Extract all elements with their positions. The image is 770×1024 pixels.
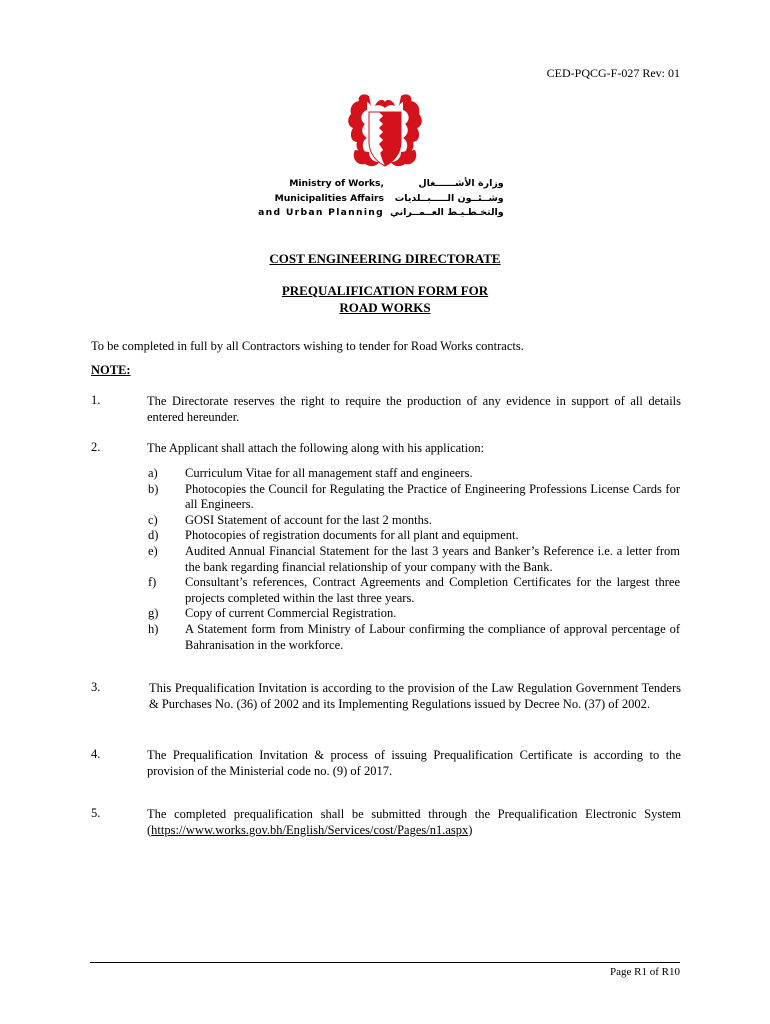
form-title-line-2: ROAD WORKS xyxy=(339,300,431,315)
note-number: 4. xyxy=(91,747,101,761)
attachment-text: Photocopies the Council for Regulating the Practice of Engineering Professions License Cards for all Engineers. xyxy=(185,481,680,512)
attachment-text: Curriculum Vitae for all management staff and engineers. xyxy=(185,466,473,480)
note-text: The Prequalification Invitation & process of issuing Prequalification Certificate is according to the provision of the Ministerial code no. (9) of 2017. xyxy=(147,748,681,778)
note-number: 2. xyxy=(91,440,101,454)
attachment-text: Photocopies of registration documents for all plant and equipment. xyxy=(185,528,519,543)
attachment-letter: a) xyxy=(148,466,158,480)
note-number: 5. xyxy=(91,806,101,820)
attachment-letter: b) xyxy=(148,481,159,496)
note-text: The Directorate reserves the right to require the production of any evidence in support of all details entered hereunder. xyxy=(147,394,681,424)
directorate-heading: COST ENGINEERING DIRECTORATE xyxy=(269,251,501,266)
attachment-letter: h) xyxy=(148,621,159,636)
ministry-ar-line-3: والتخـطـيـط العــمــراني xyxy=(390,207,504,218)
note-item-4 xyxy=(91,747,681,779)
note-text-part: ) xyxy=(468,823,473,837)
ministry-name-block xyxy=(258,177,512,221)
intro-text: To be completed in full by all Contractors wishing to tender for Road Works contracts. xyxy=(91,339,524,353)
attachment-letter: c) xyxy=(148,512,158,527)
note-label: NOTE: xyxy=(91,363,131,377)
ministry-name-arabic xyxy=(390,177,504,221)
note-text-part: The completed prequalification shall be submitted through the Prequalification Electronic System ( xyxy=(147,807,681,837)
prequalification-system-link[interactable]: https://www.works.gov.bh/English/Services/cost/Pages/n1.aspx xyxy=(151,823,469,837)
note-number: 3. xyxy=(91,680,101,694)
note-number: 1. xyxy=(91,393,101,407)
attachment-item-h xyxy=(148,622,680,653)
note-item-2 xyxy=(91,440,681,456)
note-text: This Prequalification Invitation is according to the provision of the Law Regulation Government Tenders & Purchases No. (36) of 2002 and its Implementing Regulations issued by Decree No. (37) of 2002. xyxy=(149,681,681,711)
attachment-text: Copy of current Commercial Registration. xyxy=(185,606,397,621)
attachment-list xyxy=(148,466,680,653)
ministry-ar-line-2: وشــئــون الـــــبــلديات xyxy=(394,192,504,204)
note-item-1 xyxy=(91,393,681,425)
attachment-item-a xyxy=(148,466,680,482)
bahrain-emblem-logo xyxy=(345,92,425,178)
attachment-item-f xyxy=(148,575,680,606)
note-text xyxy=(147,806,681,838)
note-item-5 xyxy=(91,806,681,838)
attachment-letter: f) xyxy=(148,575,157,590)
attachment-item-d xyxy=(148,528,680,544)
ministry-line-1: Ministry of Works, xyxy=(289,178,384,189)
attachment-letter: d) xyxy=(148,528,159,543)
ministry-name-english xyxy=(258,177,384,221)
attachment-letter: g) xyxy=(148,606,159,621)
ministry-ar-line-1: وزارة الأشــــــغال xyxy=(418,178,504,189)
attachment-text: Consultant’s references, Contract Agreements and Completion Certificates for the largest three projects completed within the last three years. xyxy=(185,575,680,605)
note-text: The Applicant shall attach the following along with his application: xyxy=(147,441,485,455)
attachment-text: A Statement form from Ministry of Labour confirming the compliance of approval percentage of Bahranisation in the workforce. xyxy=(185,621,680,652)
footer-divider xyxy=(90,962,680,963)
attachment-text: GOSI Statement of account for the last 2 months. xyxy=(185,512,432,527)
note-item-3 xyxy=(91,680,681,712)
document-code: CED-PQCG-F-027 Rev: 01 xyxy=(546,66,680,80)
form-title-line-1: PREQUALIFICATION FORM FOR xyxy=(281,283,489,298)
ministry-line-2: Municipalities Affairs xyxy=(274,192,384,204)
attachment-letter: e) xyxy=(148,543,158,558)
attachment-text: Audited Annual Financial Statement for the last 3 years and Banker’s Reference i.e. a letter from the bank regarding financial relationship of your company with the Bank. xyxy=(185,543,680,574)
attachment-item-c xyxy=(148,513,680,529)
attachment-item-g xyxy=(148,606,680,622)
attachment-item-b xyxy=(148,482,680,513)
attachment-item-e xyxy=(148,544,680,575)
page-number: Page R1 of R10 xyxy=(610,966,680,978)
ministry-line-3: and Urban Planning xyxy=(258,207,384,218)
